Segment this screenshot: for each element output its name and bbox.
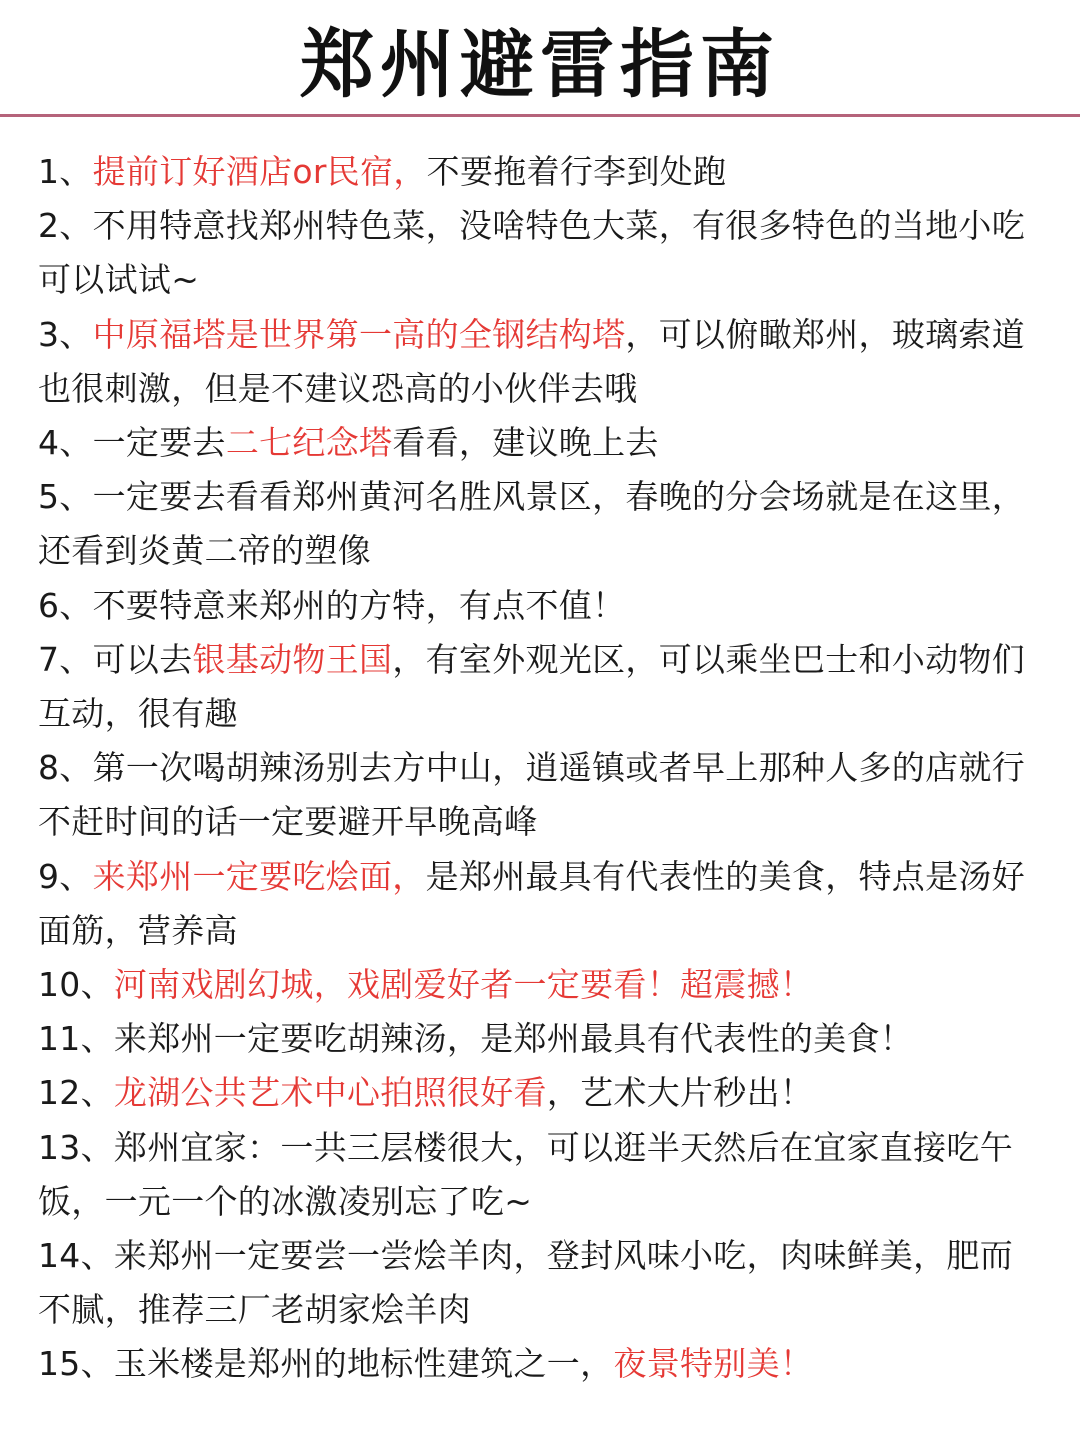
list-item [38, 1012, 1042, 1066]
highlighted-text: 提前订好酒店or民宿， [92, 152, 427, 191]
list-item [38, 416, 1042, 470]
item-text: 看看，建议晚上去 [392, 423, 659, 463]
list-item [38, 579, 1042, 633]
item-number: 5、 [38, 477, 93, 517]
tips-list [0, 117, 1080, 1392]
item-number: 2、 [38, 206, 93, 246]
item-text: ，有室外观光区，可以乘坐巴士和小动物们互动，很有趣 [38, 639, 1026, 734]
list-item [38, 1066, 1042, 1120]
item-number: 11、 [38, 1019, 114, 1059]
item-text: 不要拖着行李到处跑 [426, 152, 727, 191]
list-item [38, 199, 1042, 307]
highlighted-text: 夜景特别美！ [613, 1344, 814, 1384]
list-item [38, 741, 1042, 849]
item-text: 不用特意找郑州特色菜，没啥特色大菜，有很多特色的当地小吃可以试试~ [38, 206, 1026, 300]
item-text: 来郑州一定要尝一尝烩羊肉，登封风味小吃，肉味鲜美，肥而不腻，推荐三厂老胡家烩羊肉 [38, 1236, 1014, 1330]
page-title: 郑州避雷指南 [300, 22, 780, 108]
item-number: 10、 [38, 965, 114, 1005]
list-item [38, 308, 1042, 416]
list-item [38, 1337, 1042, 1391]
item-text: 第一次喝胡辣汤别去方中山，逍遥镇或者早上那种人多的店就行不赶时间的话一定要避开早晚高峰 [38, 748, 1026, 842]
item-text: 可以去 [92, 639, 193, 679]
list-item [38, 1121, 1042, 1229]
item-text: 玉米楼是郑州的地标性建筑之一， [113, 1344, 614, 1384]
item-text: ，可以俯瞰郑州，玻璃索道也很刺激，但是不建议恐高的小伙伴去哦 [38, 314, 1026, 408]
list-item [38, 958, 1042, 1012]
highlighted-text: 河南戏剧幻城，戏剧爱好者一定要看！超震撼！ [113, 965, 814, 1005]
item-number: 15、 [38, 1344, 114, 1384]
list-item [38, 470, 1042, 578]
item-text: 是郑州最具有代表性的美食，特点是汤好面筋，营养高 [38, 856, 1026, 950]
highlighted-text: 二七纪念塔 [225, 423, 393, 463]
item-text: 不要特意来郑州的方特，有点不值！ [92, 585, 626, 625]
list-item [38, 1229, 1042, 1337]
item-number: 14、 [38, 1236, 114, 1276]
item-number: 4、 [38, 423, 93, 463]
list-item [38, 145, 1042, 199]
list-item [38, 633, 1042, 741]
item-text: 一定要去看看郑州黄河名胜风景区，春晚的分会场就是在这里，还看到炎黄二帝的塑像 [38, 477, 1026, 571]
list-item [38, 850, 1042, 958]
item-number: 8、 [38, 748, 93, 788]
item-number: 7、 [38, 639, 93, 679]
item-number: 1、 [38, 152, 93, 191]
highlighted-text: 银基动物王国 [192, 639, 393, 679]
highlighted-text: 来郑州一定要吃烩面， [92, 856, 426, 896]
item-text: 郑州宜家：一共三层楼很大，可以逛半天然后在宜家直接吃午饭，一元一个的冰激凌别忘了吃~ [38, 1127, 1014, 1221]
item-text: 一定要去 [92, 423, 226, 463]
item-number: 13、 [38, 1127, 114, 1167]
item-number: 9、 [38, 856, 93, 896]
item-number: 6、 [38, 585, 93, 625]
item-number: 12、 [38, 1073, 114, 1113]
highlighted-text: 中原福塔是世界第一高的全钢结构塔 [92, 314, 626, 354]
item-number: 3、 [38, 314, 93, 354]
item-text: 来郑州一定要吃胡辣汤，是郑州最具有代表性的美食！ [113, 1019, 914, 1059]
item-text: ，艺术大片秒出！ [546, 1073, 814, 1113]
highlighted-text: 龙湖公共艺术中心拍照很好看 [113, 1073, 547, 1113]
